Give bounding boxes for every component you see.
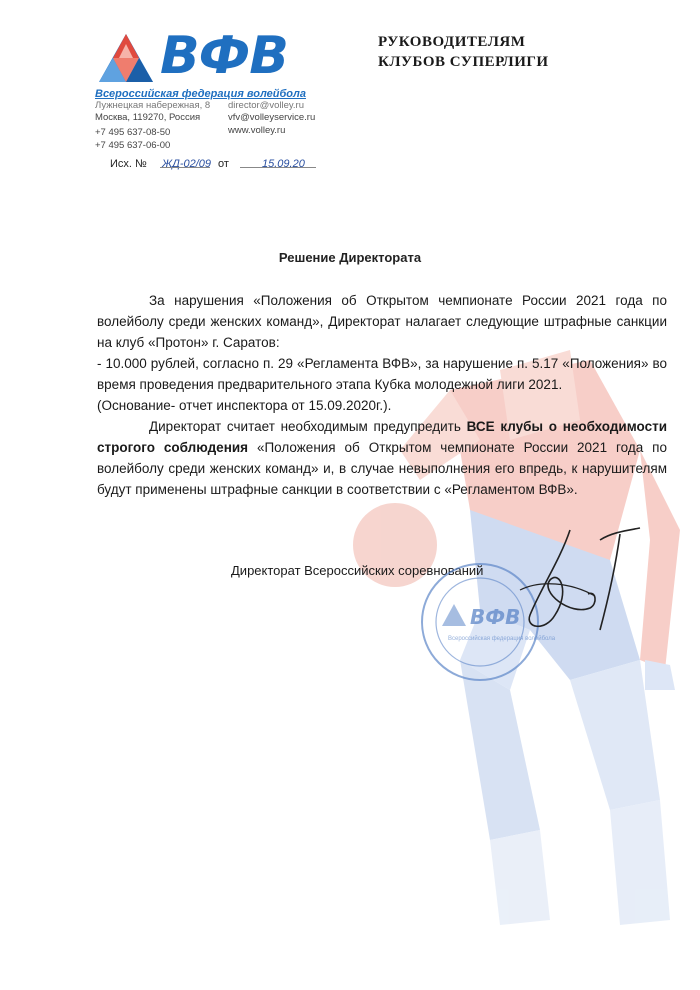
decision-paragraph <box>97 290 667 416</box>
ref-date-underline <box>240 167 316 168</box>
vfv-logo-icon <box>95 30 157 92</box>
email-1: director@volley.ru <box>228 100 304 111</box>
address-street: Лужнецкая набережная, 8 <box>95 100 211 111</box>
penalty-item: - 10.000 рублей, согласно п. 29 «Регламента ВФВ», за нарушение п. 5.17 «Положения» во время проведения предварительного этапа Кубка молодежной лиги 2021. <box>97 356 667 392</box>
warning-emphasis: ВСЕ клубы о необходимости строгого соблюдения <box>97 419 668 455</box>
decision-intro: За нарушения «Положения об Открытом чемпионате России 2021 года по волейболу среди женских команд», Директорат налагает следующие штрафные санкции на клуб «Протон» г. Саратов: <box>97 293 667 350</box>
stamp-logo-text: ВФВ <box>470 605 521 629</box>
handwritten-signature <box>500 520 660 640</box>
basis-note: (Основание- отчет инспектора от 15.09.2020г.). <box>97 398 392 413</box>
warning-end: «Положения об Открытом чемпионате России 2021 года по волейболу среди женских команд» и, в случае невыполнения его впредь, к нарушителям будут применены штрафные санкции в соответствии с «Регламентом ВФВ». <box>97 440 667 497</box>
outgoing-date: 15.09.20 <box>262 158 305 170</box>
vfv-logo-text: ВФВ <box>160 26 288 86</box>
phone-1: +7 495 637-08-50 <box>95 127 171 138</box>
signatory: Директорат Всероссийских соревнований <box>231 563 484 578</box>
email-2: vfv@volleyservice.ru <box>228 112 316 123</box>
outgoing-number: ЖД-02/09 <box>162 158 212 170</box>
phone-2: +7 495 637-06-00 <box>95 140 171 151</box>
document-title: Решение Директората <box>278 250 422 265</box>
website: www.volley.ru <box>228 125 286 136</box>
federation-name: Всероссийская федерация волейбола <box>95 88 306 100</box>
recipient-block <box>378 32 549 72</box>
recipient-line-1: РУКОВОДИТЕЛЯМ <box>378 34 526 50</box>
recipient-line-2: КЛУБОВ СУПЕРЛИГИ <box>378 54 549 70</box>
ref-number-underline <box>160 167 210 168</box>
date-from-label: от <box>218 158 229 170</box>
stamp-ring-text: Всероссийская федерация волейбола <box>448 636 556 642</box>
outgoing-number-label: Исх. № <box>110 158 147 170</box>
warning-paragraph <box>97 416 667 500</box>
warning-start: Директорат считает необходимым предупредить <box>149 419 467 434</box>
address-city: Москва, 119270, Россия <box>95 112 201 123</box>
